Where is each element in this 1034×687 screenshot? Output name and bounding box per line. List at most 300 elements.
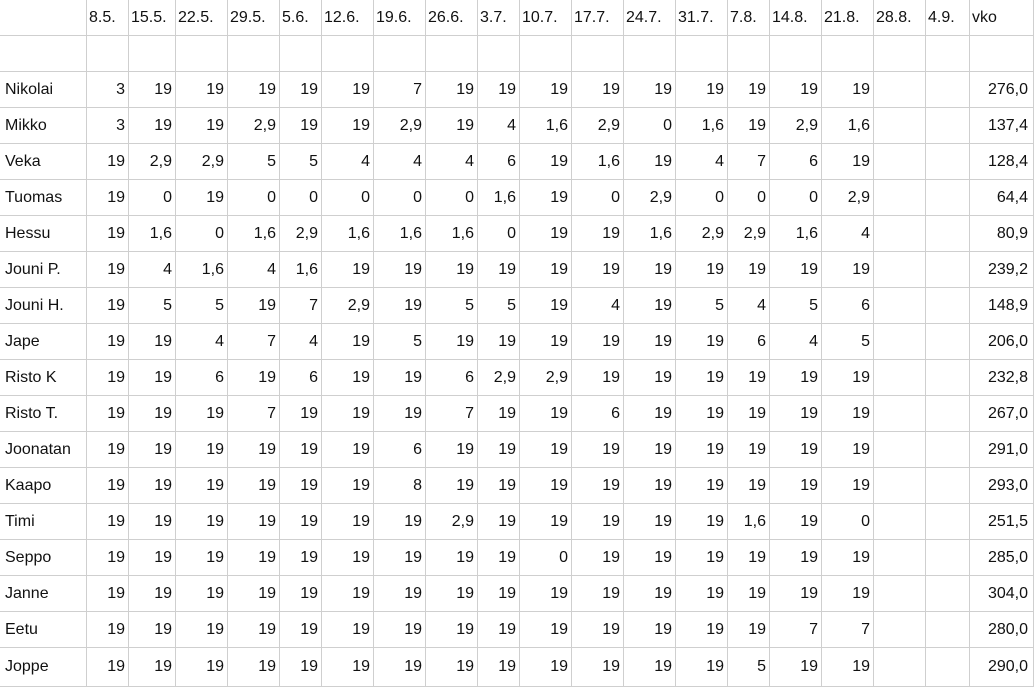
score-cell[interactable] <box>874 648 926 687</box>
week-header-cell[interactable]: 28.8. <box>874 0 926 36</box>
score-cell[interactable]: 7 <box>770 612 822 648</box>
score-cell[interactable]: 2,9 <box>676 216 728 252</box>
player-name-cell[interactable]: Timi <box>0 504 87 540</box>
score-cell[interactable]: 19 <box>228 648 280 687</box>
score-cell[interactable]: 19 <box>129 540 176 576</box>
score-cell[interactable]: 19 <box>426 324 478 360</box>
score-cell[interactable] <box>874 324 926 360</box>
score-cell[interactable]: 8 <box>374 468 426 504</box>
score-cell[interactable]: 19 <box>822 648 874 687</box>
score-cell[interactable]: 19 <box>770 504 822 540</box>
score-cell[interactable]: 19 <box>176 468 228 504</box>
score-cell[interactable]: 5 <box>280 144 322 180</box>
score-cell[interactable]: 6 <box>176 360 228 396</box>
score-cell[interactable]: 19 <box>624 540 676 576</box>
score-cell[interactable]: 19 <box>478 396 520 432</box>
score-cell[interactable]: 19 <box>676 432 728 468</box>
empty-cell[interactable] <box>322 36 374 72</box>
score-cell[interactable] <box>926 360 970 396</box>
empty-cell[interactable] <box>87 36 129 72</box>
score-cell[interactable] <box>926 108 970 144</box>
score-cell[interactable]: 19 <box>520 612 572 648</box>
score-cell[interactable]: 19 <box>426 252 478 288</box>
score-cell[interactable]: 2,9 <box>374 108 426 144</box>
score-cell[interactable]: 19 <box>676 252 728 288</box>
week-header-cell[interactable]: 19.6. <box>374 0 426 36</box>
score-cell[interactable]: 19 <box>478 648 520 687</box>
score-cell[interactable] <box>874 216 926 252</box>
player-name-cell[interactable]: Joonatan <box>0 432 87 468</box>
score-cell[interactable] <box>926 216 970 252</box>
empty-cell[interactable] <box>520 36 572 72</box>
score-cell[interactable]: 6 <box>572 396 624 432</box>
empty-cell[interactable] <box>374 36 426 72</box>
score-cell[interactable]: 19 <box>228 360 280 396</box>
score-cell[interactable] <box>874 396 926 432</box>
week-header-cell[interactable]: 26.6. <box>426 0 478 36</box>
score-cell[interactable] <box>874 432 926 468</box>
score-cell[interactable]: 19 <box>129 108 176 144</box>
score-cell[interactable]: 5 <box>676 288 728 324</box>
score-cell[interactable]: 19 <box>280 432 322 468</box>
score-cell[interactable] <box>874 72 926 108</box>
score-cell[interactable]: 19 <box>322 432 374 468</box>
score-cell[interactable]: 19 <box>176 648 228 687</box>
score-cell[interactable]: 4 <box>572 288 624 324</box>
score-cell[interactable]: 19 <box>478 432 520 468</box>
score-cell[interactable]: 19 <box>374 396 426 432</box>
score-cell[interactable]: 19 <box>129 648 176 687</box>
score-cell[interactable]: 19 <box>520 576 572 612</box>
score-cell[interactable]: 19 <box>572 648 624 687</box>
score-cell[interactable]: 19 <box>228 468 280 504</box>
score-cell[interactable]: 19 <box>728 252 770 288</box>
total-cell[interactable]: 290,0 <box>970 648 1034 687</box>
score-cell[interactable]: 19 <box>374 252 426 288</box>
score-cell[interactable]: 19 <box>624 396 676 432</box>
score-cell[interactable]: 19 <box>520 216 572 252</box>
score-cell[interactable]: 2,9 <box>572 108 624 144</box>
score-cell[interactable]: 19 <box>280 648 322 687</box>
score-cell[interactable]: 1,6 <box>624 216 676 252</box>
score-cell[interactable]: 19 <box>728 72 770 108</box>
score-cell[interactable]: 19 <box>676 396 728 432</box>
score-cell[interactable]: 1,6 <box>228 216 280 252</box>
score-cell[interactable]: 19 <box>676 72 728 108</box>
player-name-cell[interactable]: Risto K <box>0 360 87 396</box>
score-cell[interactable] <box>874 540 926 576</box>
score-cell[interactable]: 0 <box>676 180 728 216</box>
empty-cell[interactable] <box>478 36 520 72</box>
score-cell[interactable]: 19 <box>728 432 770 468</box>
empty-cell[interactable] <box>728 36 770 72</box>
week-header-cell[interactable]: 4.9. <box>926 0 970 36</box>
score-cell[interactable]: 19 <box>87 144 129 180</box>
score-cell[interactable]: 4 <box>176 324 228 360</box>
score-cell[interactable]: 19 <box>676 360 728 396</box>
score-cell[interactable]: 19 <box>426 576 478 612</box>
week-header-cell[interactable]: 3.7. <box>478 0 520 36</box>
score-cell[interactable]: 19 <box>728 108 770 144</box>
score-cell[interactable]: 19 <box>374 648 426 687</box>
score-cell[interactable]: 6 <box>822 288 874 324</box>
score-cell[interactable]: 19 <box>478 252 520 288</box>
score-cell[interactable]: 19 <box>322 612 374 648</box>
score-cell[interactable]: 19 <box>520 504 572 540</box>
score-cell[interactable]: 19 <box>676 540 728 576</box>
score-cell[interactable]: 19 <box>572 360 624 396</box>
score-cell[interactable]: 19 <box>572 612 624 648</box>
score-cell[interactable]: 19 <box>322 252 374 288</box>
score-cell[interactable]: 0 <box>728 180 770 216</box>
score-cell[interactable]: 19 <box>520 144 572 180</box>
week-header-cell[interactable]: 14.8. <box>770 0 822 36</box>
score-cell[interactable]: 19 <box>176 180 228 216</box>
score-cell[interactable] <box>874 360 926 396</box>
score-cell[interactable]: 19 <box>426 72 478 108</box>
score-cell[interactable]: 7 <box>822 612 874 648</box>
player-name-cell[interactable]: Eetu <box>0 612 87 648</box>
score-cell[interactable]: 19 <box>176 432 228 468</box>
score-cell[interactable]: 19 <box>676 504 728 540</box>
total-cell[interactable]: 267,0 <box>970 396 1034 432</box>
score-cell[interactable]: 4 <box>280 324 322 360</box>
total-cell[interactable]: 304,0 <box>970 576 1034 612</box>
score-cell[interactable]: 19 <box>822 252 874 288</box>
score-cell[interactable]: 7 <box>426 396 478 432</box>
empty-cell[interactable] <box>280 36 322 72</box>
score-cell[interactable]: 19 <box>87 576 129 612</box>
score-cell[interactable]: 19 <box>624 648 676 687</box>
score-cell[interactable]: 19 <box>572 72 624 108</box>
score-cell[interactable]: 19 <box>228 288 280 324</box>
empty-cell[interactable] <box>822 36 874 72</box>
score-cell[interactable]: 19 <box>426 540 478 576</box>
score-cell[interactable]: 1,6 <box>129 216 176 252</box>
score-cell[interactable]: 2,9 <box>728 216 770 252</box>
score-cell[interactable]: 2,9 <box>426 504 478 540</box>
score-cell[interactable]: 19 <box>770 360 822 396</box>
score-cell[interactable]: 19 <box>770 576 822 612</box>
score-cell[interactable]: 4 <box>228 252 280 288</box>
score-cell[interactable]: 19 <box>728 396 770 432</box>
score-cell[interactable]: 1,6 <box>770 216 822 252</box>
score-cell[interactable]: 1,6 <box>520 108 572 144</box>
week-header-cell[interactable]: 7.8. <box>728 0 770 36</box>
score-cell[interactable]: 5 <box>228 144 280 180</box>
week-header-cell[interactable]: 21.8. <box>822 0 874 36</box>
total-cell[interactable]: 276,0 <box>970 72 1034 108</box>
score-cell[interactable] <box>926 648 970 687</box>
score-cell[interactable]: 19 <box>426 108 478 144</box>
total-cell[interactable]: 280,0 <box>970 612 1034 648</box>
score-cell[interactable]: 6 <box>374 432 426 468</box>
score-cell[interactable]: 19 <box>228 612 280 648</box>
score-cell[interactable]: 19 <box>176 108 228 144</box>
score-cell[interactable]: 19 <box>572 504 624 540</box>
score-cell[interactable] <box>926 252 970 288</box>
week-header-cell[interactable]: 31.7. <box>676 0 728 36</box>
score-cell[interactable] <box>874 252 926 288</box>
score-cell[interactable] <box>926 144 970 180</box>
week-header-cell[interactable]: 24.7. <box>624 0 676 36</box>
score-cell[interactable]: 19 <box>87 468 129 504</box>
score-cell[interactable]: 4 <box>129 252 176 288</box>
score-cell[interactable]: 19 <box>87 504 129 540</box>
empty-cell[interactable] <box>676 36 728 72</box>
week-header-cell[interactable]: 8.5. <box>87 0 129 36</box>
score-cell[interactable]: 0 <box>228 180 280 216</box>
score-cell[interactable] <box>926 324 970 360</box>
score-cell[interactable]: 19 <box>624 360 676 396</box>
score-cell[interactable]: 5 <box>426 288 478 324</box>
score-cell[interactable]: 0 <box>520 540 572 576</box>
score-cell[interactable]: 19 <box>728 576 770 612</box>
score-cell[interactable]: 7 <box>228 324 280 360</box>
score-cell[interactable]: 3 <box>87 108 129 144</box>
score-cell[interactable]: 19 <box>624 576 676 612</box>
score-cell[interactable]: 19 <box>572 576 624 612</box>
score-cell[interactable]: 19 <box>322 540 374 576</box>
score-cell[interactable]: 4 <box>822 216 874 252</box>
score-cell[interactable]: 5 <box>770 288 822 324</box>
score-cell[interactable]: 19 <box>624 612 676 648</box>
total-cell[interactable]: 137,4 <box>970 108 1034 144</box>
score-cell[interactable]: 4 <box>676 144 728 180</box>
score-cell[interactable]: 19 <box>624 72 676 108</box>
score-cell[interactable]: 19 <box>822 144 874 180</box>
empty-cell[interactable] <box>770 36 822 72</box>
score-cell[interactable]: 19 <box>280 540 322 576</box>
score-cell[interactable]: 19 <box>822 468 874 504</box>
score-cell[interactable]: 19 <box>87 324 129 360</box>
score-cell[interactable]: 4 <box>770 324 822 360</box>
score-cell[interactable]: 19 <box>624 144 676 180</box>
week-header-cell[interactable]: 17.7. <box>572 0 624 36</box>
score-cell[interactable]: 19 <box>322 324 374 360</box>
score-cell[interactable]: 2,9 <box>822 180 874 216</box>
score-cell[interactable]: 19 <box>87 216 129 252</box>
score-cell[interactable]: 19 <box>770 540 822 576</box>
score-cell[interactable]: 19 <box>520 468 572 504</box>
empty-cell[interactable] <box>0 36 87 72</box>
score-cell[interactable]: 19 <box>478 72 520 108</box>
score-cell[interactable]: 1,6 <box>280 252 322 288</box>
score-cell[interactable]: 19 <box>770 396 822 432</box>
score-cell[interactable]: 19 <box>228 540 280 576</box>
score-cell[interactable]: 19 <box>728 360 770 396</box>
score-cell[interactable]: 2,9 <box>280 216 322 252</box>
score-cell[interactable]: 1,6 <box>374 216 426 252</box>
score-cell[interactable]: 0 <box>426 180 478 216</box>
score-cell[interactable]: 19 <box>228 504 280 540</box>
score-cell[interactable]: 19 <box>426 468 478 504</box>
score-cell[interactable]: 7 <box>374 72 426 108</box>
score-cell[interactable]: 19 <box>87 648 129 687</box>
score-cell[interactable]: 19 <box>129 576 176 612</box>
score-cell[interactable]: 19 <box>520 180 572 216</box>
score-cell[interactable]: 19 <box>374 288 426 324</box>
score-cell[interactable] <box>926 540 970 576</box>
score-cell[interactable]: 19 <box>129 504 176 540</box>
score-cell[interactable]: 4 <box>374 144 426 180</box>
player-name-cell[interactable]: Mikko <box>0 108 87 144</box>
score-cell[interactable]: 19 <box>374 612 426 648</box>
score-cell[interactable] <box>926 504 970 540</box>
score-cell[interactable]: 0 <box>624 108 676 144</box>
score-cell[interactable]: 19 <box>176 612 228 648</box>
player-name-cell[interactable]: Seppo <box>0 540 87 576</box>
score-cell[interactable]: 19 <box>426 648 478 687</box>
score-cell[interactable]: 19 <box>129 324 176 360</box>
header-corner-cell[interactable] <box>0 0 87 36</box>
score-cell[interactable]: 19 <box>520 72 572 108</box>
empty-cell[interactable] <box>624 36 676 72</box>
score-cell[interactable]: 19 <box>572 216 624 252</box>
score-cell[interactable]: 19 <box>478 612 520 648</box>
score-cell[interactable]: 19 <box>572 324 624 360</box>
score-cell[interactable]: 0 <box>374 180 426 216</box>
score-cell[interactable]: 19 <box>322 576 374 612</box>
score-cell[interactable]: 19 <box>374 540 426 576</box>
player-name-cell[interactable]: Joppe <box>0 648 87 687</box>
score-cell[interactable]: 0 <box>322 180 374 216</box>
score-cell[interactable]: 4 <box>322 144 374 180</box>
score-cell[interactable]: 19 <box>129 360 176 396</box>
score-cell[interactable]: 19 <box>822 432 874 468</box>
score-cell[interactable]: 6 <box>728 324 770 360</box>
empty-cell[interactable] <box>970 36 1034 72</box>
score-cell[interactable]: 0 <box>478 216 520 252</box>
score-cell[interactable]: 19 <box>280 576 322 612</box>
score-cell[interactable]: 19 <box>572 468 624 504</box>
score-cell[interactable]: 19 <box>572 540 624 576</box>
score-cell[interactable]: 0 <box>572 180 624 216</box>
score-cell[interactable]: 19 <box>129 468 176 504</box>
score-cell[interactable]: 5 <box>129 288 176 324</box>
score-cell[interactable]: 19 <box>280 468 322 504</box>
score-cell[interactable]: 19 <box>520 252 572 288</box>
score-cell[interactable]: 1,6 <box>426 216 478 252</box>
score-cell[interactable] <box>874 576 926 612</box>
score-cell[interactable]: 19 <box>624 324 676 360</box>
score-cell[interactable]: 0 <box>770 180 822 216</box>
player-name-cell[interactable]: Janne <box>0 576 87 612</box>
score-cell[interactable]: 19 <box>87 396 129 432</box>
empty-cell[interactable] <box>426 36 478 72</box>
score-cell[interactable]: 19 <box>322 648 374 687</box>
score-cell[interactable]: 19 <box>822 540 874 576</box>
empty-cell[interactable] <box>874 36 926 72</box>
score-cell[interactable]: 19 <box>770 72 822 108</box>
total-cell[interactable]: 64,4 <box>970 180 1034 216</box>
score-cell[interactable]: 19 <box>280 504 322 540</box>
score-cell[interactable]: 7 <box>280 288 322 324</box>
score-cell[interactable]: 19 <box>520 396 572 432</box>
score-cell[interactable]: 19 <box>322 72 374 108</box>
score-cell[interactable]: 19 <box>87 612 129 648</box>
score-cell[interactable]: 19 <box>129 72 176 108</box>
score-cell[interactable] <box>874 612 926 648</box>
score-cell[interactable]: 2,9 <box>478 360 520 396</box>
score-cell[interactable] <box>926 432 970 468</box>
player-name-cell[interactable]: Jape <box>0 324 87 360</box>
week-header-cell[interactable]: 10.7. <box>520 0 572 36</box>
score-cell[interactable]: 2,9 <box>129 144 176 180</box>
score-cell[interactable] <box>926 72 970 108</box>
score-cell[interactable]: 19 <box>624 504 676 540</box>
total-cell[interactable]: 128,4 <box>970 144 1034 180</box>
score-cell[interactable]: 19 <box>520 432 572 468</box>
score-cell[interactable]: 2,9 <box>624 180 676 216</box>
score-cell[interactable]: 19 <box>280 612 322 648</box>
total-cell[interactable]: 206,0 <box>970 324 1034 360</box>
week-header-cell[interactable]: 15.5. <box>129 0 176 36</box>
score-cell[interactable]: 1,6 <box>822 108 874 144</box>
score-cell[interactable] <box>926 576 970 612</box>
score-cell[interactable]: 19 <box>822 576 874 612</box>
score-cell[interactable]: 19 <box>478 576 520 612</box>
score-cell[interactable]: 6 <box>478 144 520 180</box>
score-cell[interactable]: 19 <box>176 72 228 108</box>
player-name-cell[interactable]: Risto T. <box>0 396 87 432</box>
score-cell[interactable]: 19 <box>728 540 770 576</box>
score-cell[interactable]: 19 <box>770 252 822 288</box>
empty-cell[interactable] <box>176 36 228 72</box>
score-cell[interactable] <box>874 288 926 324</box>
total-cell[interactable]: 251,5 <box>970 504 1034 540</box>
score-cell[interactable]: 19 <box>770 468 822 504</box>
score-cell[interactable]: 19 <box>478 540 520 576</box>
score-cell[interactable]: 7 <box>228 396 280 432</box>
player-name-cell[interactable]: Veka <box>0 144 87 180</box>
score-cell[interactable] <box>926 468 970 504</box>
score-cell[interactable]: 19 <box>129 396 176 432</box>
score-cell[interactable]: 1,6 <box>478 180 520 216</box>
score-cell[interactable]: 19 <box>176 540 228 576</box>
empty-cell[interactable] <box>129 36 176 72</box>
total-cell[interactable]: 80,9 <box>970 216 1034 252</box>
score-cell[interactable]: 0 <box>176 216 228 252</box>
score-cell[interactable]: 19 <box>478 468 520 504</box>
empty-cell[interactable] <box>228 36 280 72</box>
score-cell[interactable]: 19 <box>129 612 176 648</box>
score-cell[interactable]: 19 <box>426 612 478 648</box>
score-cell[interactable]: 6 <box>770 144 822 180</box>
score-cell[interactable]: 6 <box>280 360 322 396</box>
score-cell[interactable] <box>874 468 926 504</box>
score-cell[interactable]: 2,9 <box>770 108 822 144</box>
score-cell[interactable]: 19 <box>676 612 728 648</box>
score-cell[interactable]: 19 <box>87 252 129 288</box>
score-cell[interactable]: 19 <box>426 432 478 468</box>
score-cell[interactable]: 5 <box>728 648 770 687</box>
score-cell[interactable]: 19 <box>374 576 426 612</box>
score-cell[interactable]: 19 <box>129 432 176 468</box>
score-cell[interactable] <box>874 108 926 144</box>
score-cell[interactable]: 19 <box>176 396 228 432</box>
score-cell[interactable]: 19 <box>770 432 822 468</box>
score-cell[interactable]: 1,6 <box>728 504 770 540</box>
score-cell[interactable]: 19 <box>478 504 520 540</box>
score-cell[interactable]: 7 <box>728 144 770 180</box>
score-cell[interactable]: 19 <box>676 576 728 612</box>
score-cell[interactable]: 19 <box>87 540 129 576</box>
score-cell[interactable]: 3 <box>87 72 129 108</box>
player-name-cell[interactable]: Jouni P. <box>0 252 87 288</box>
score-cell[interactable]: 19 <box>478 324 520 360</box>
total-cell[interactable]: 291,0 <box>970 432 1034 468</box>
